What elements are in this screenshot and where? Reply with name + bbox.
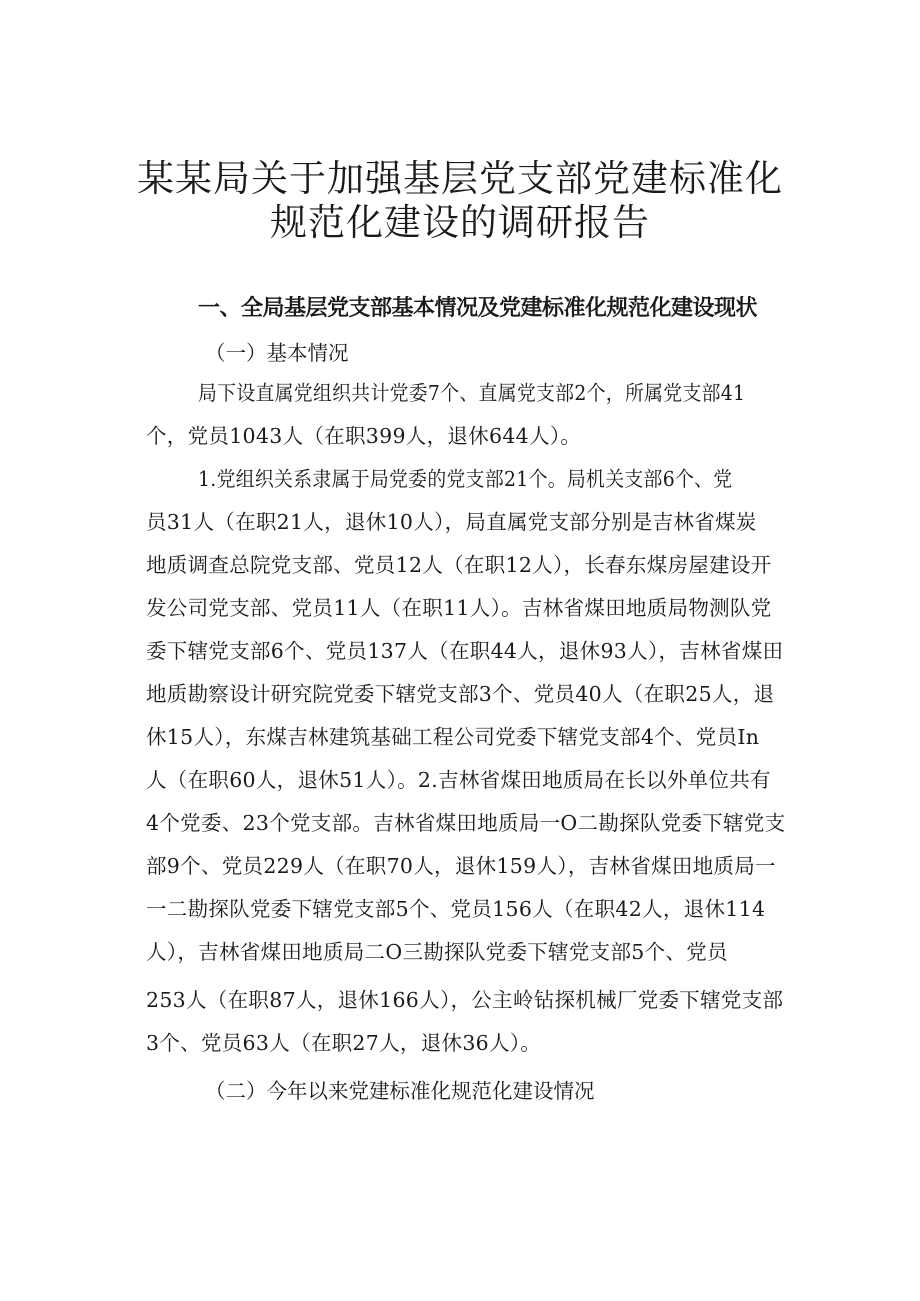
subsection-heading-standardization: （二）今年以来党建标准化规范化建设情况 <box>205 1079 595 1103</box>
body-line: 253人（在职87人，退休166人），公主岭钻探机械厂党委下辖党支部 <box>146 988 784 1012</box>
body-line: 部9个、党员229人（在职70人，退休159人），吉林省煤田地质局一 <box>146 854 776 878</box>
body-line: 4个党委、23个党支部。吉林省煤田地质局一O二勘探队党委下辖党支 <box>146 811 786 835</box>
body-line: 人），吉林省煤田地质局二O三勘探队党委下辖党支部5个、党员 <box>146 940 728 964</box>
body-line: 休15人），东煤吉林建筑基础工程公司党委下辖党支部4个、党员In <box>146 725 760 749</box>
body-line: 3个、党员63人（在职27人，退休36人）。 <box>146 1031 542 1055</box>
body-line: 地质调查总院党支部、党员12人（在职12人），长春东煤房屋建设开 <box>146 553 772 577</box>
document-title-line-1: 某某局关于加强基层党支部党建标准化 <box>137 157 783 200</box>
body-line: 委下辖党支部6个、党员137人（在职44人，退休93人），吉林省煤田 <box>146 639 784 663</box>
document-title-line-2: 规范化建设的调研报告 <box>270 201 650 244</box>
section-heading: 一、全局基层党支部基本情况及党建标准化规范化建设现状 <box>198 296 758 321</box>
body-line: 发公司党支部、党员11人（在职11人）。吉林省煤田地质局物测队党 <box>146 596 772 620</box>
body-line: 个，党员1043人（在职399人，退休644人）。 <box>146 424 582 448</box>
subsection-heading-basic-info: （一）基本情况 <box>205 341 349 365</box>
body-line: 1.党组织关系隶属于局党委的党支部21个。局机关支部6个、党 <box>198 467 733 491</box>
body-line: 一二勘探队党委下辖党支部5个、党员156人（在职42人，退休114 <box>146 897 766 921</box>
body-line: 人（在职60人，退休51人）。2.吉林省煤田地质局在长以外单位共有 <box>146 768 771 792</box>
body-line: 员31人（在职21人，退休10人），局直属党支部分别是吉林省煤炭 <box>146 510 757 534</box>
body-line: 地质勘察设计研究院党委下辖党支部3个、党员40人（在职25人，退 <box>146 682 775 706</box>
body-line: 局下设直属党组织共计党委7个、直属党支部2个，所属党支部41 <box>198 381 746 405</box>
